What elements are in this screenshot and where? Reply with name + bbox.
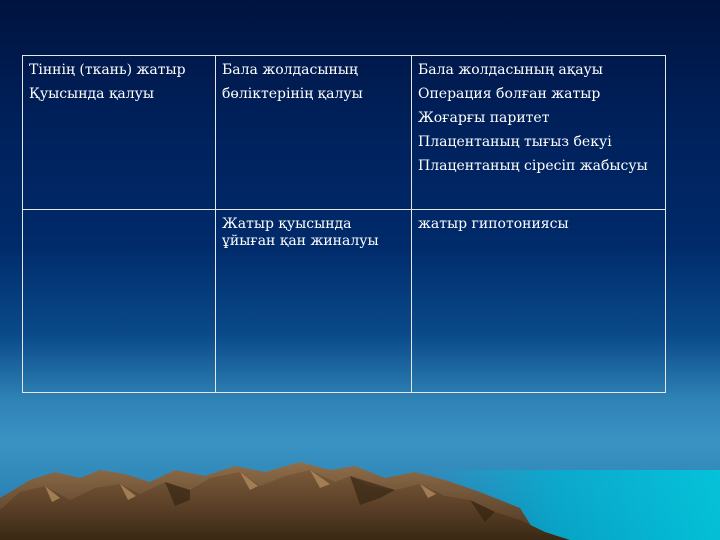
table-cell [23,56,216,210]
table-row [23,56,666,210]
cell-text: Операция болған жатыр [418,86,601,102]
cell-text: Плацентаның тығыз бекуі [418,134,612,150]
table-cell [412,210,666,393]
cell-text: Қуысында қалуы [29,86,155,102]
cell-text: Жоғарғы паритет [418,110,550,126]
cell-text: Бала жолдасының ақауы [418,62,603,78]
table-row [23,210,666,393]
table-cell [412,56,666,210]
cell-text: Плацентаның сіресіп жабысуы [418,158,648,174]
cell-text: Бала жолдасының [222,62,358,78]
cell-text: Тіннің (ткань) жатыр [29,62,186,78]
table-cell [216,56,412,210]
table-cell-empty [23,210,216,393]
cell-text: жатыр гипотониясы [418,216,569,232]
table-cell [216,210,412,393]
cell-text: бөліктерінің қалуы [222,86,363,102]
cell-text: Жатыр қуысында ұйыған қан жиналуы [222,216,379,249]
content-table [22,55,666,393]
